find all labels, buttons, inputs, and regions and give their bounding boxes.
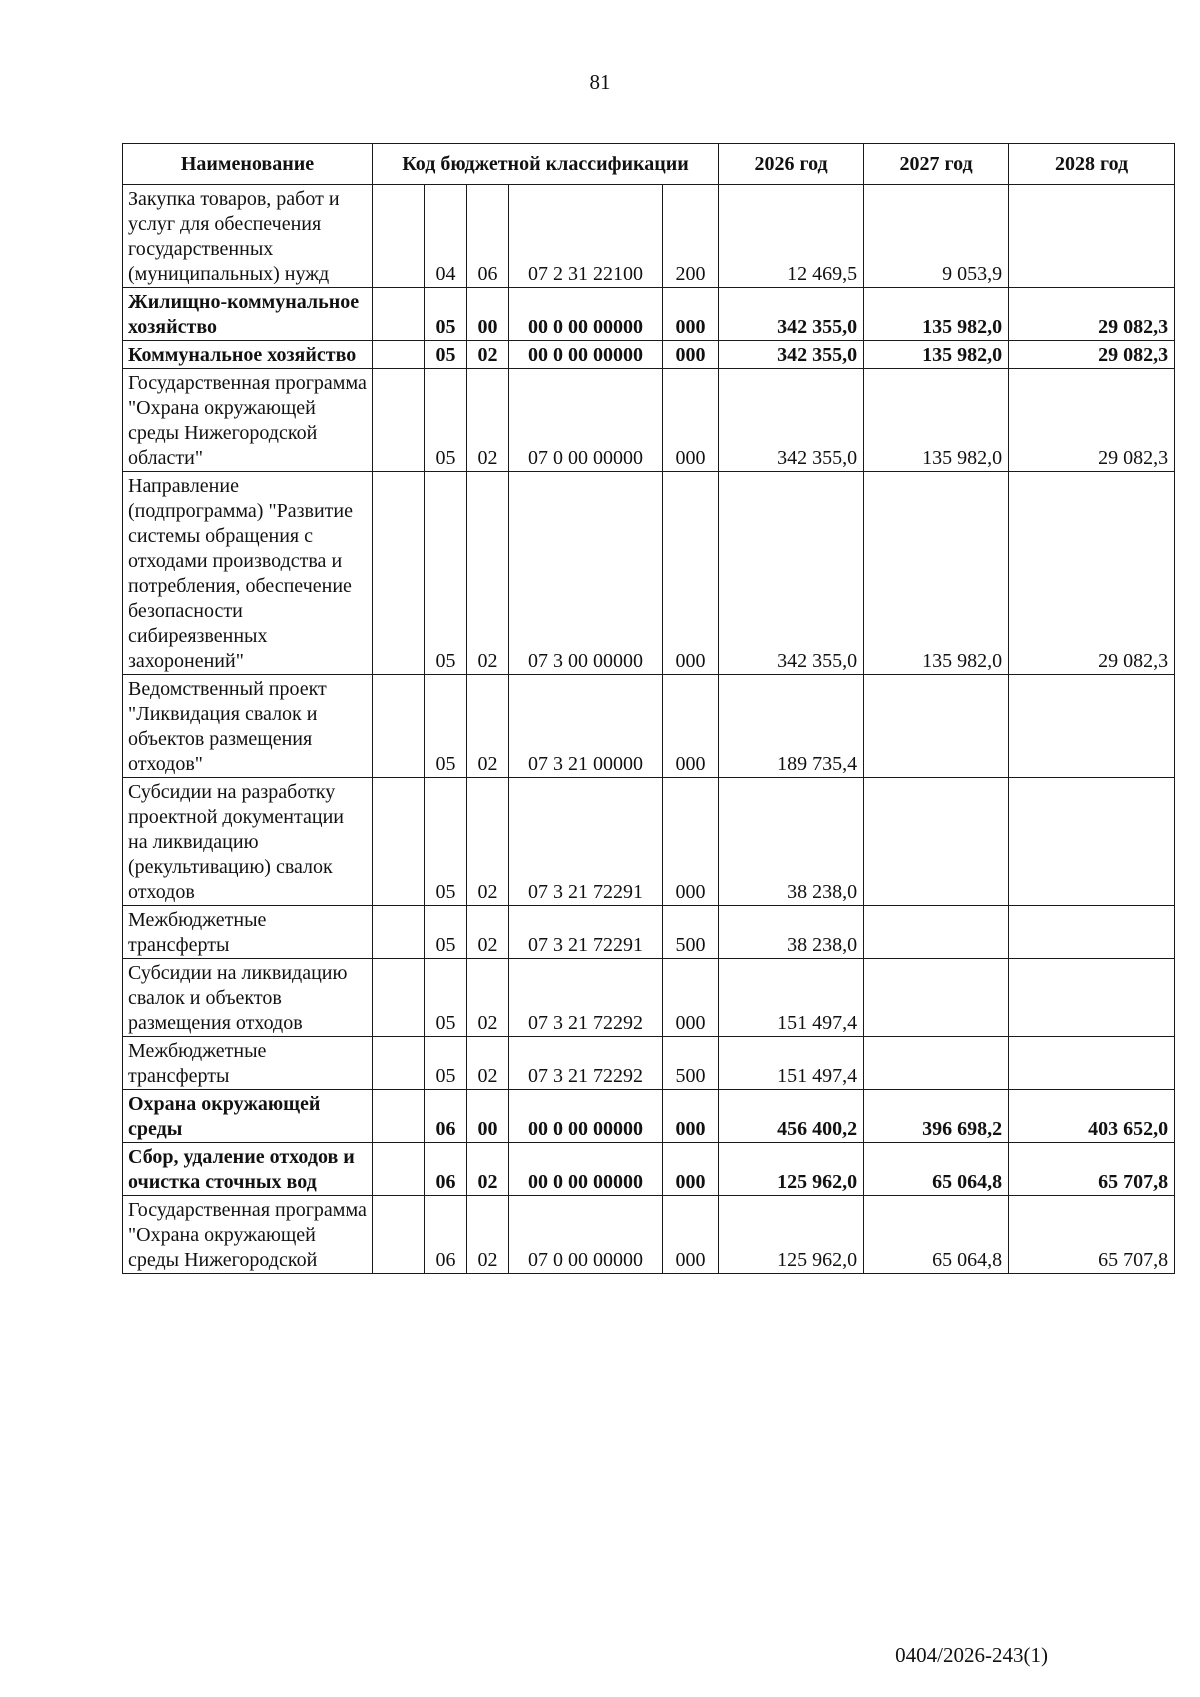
row-code-subsection: 02 [467, 1143, 509, 1196]
row-code-target: 00 0 00 00000 [509, 341, 663, 369]
row-value-2027 [864, 778, 1009, 906]
budget-table [122, 143, 1175, 1274]
row-code-section: 05 [425, 1037, 467, 1090]
row-value-2027: 135 982,0 [864, 288, 1009, 341]
row-value-2028: 403 652,0 [1009, 1090, 1175, 1143]
row-code-empty [373, 959, 425, 1037]
row-code-target: 07 3 21 72292 [509, 1037, 663, 1090]
row-code-section: 06 [425, 1090, 467, 1143]
row-code-expense-type: 000 [663, 778, 719, 906]
row-name: Жилищно-коммунальное хозяйство [123, 288, 373, 341]
row-value-2028 [1009, 185, 1175, 288]
table-row [123, 472, 1175, 675]
row-code-subsection: 06 [467, 185, 509, 288]
row-code-empty [373, 675, 425, 778]
table-row [123, 1037, 1175, 1090]
row-name: Государственная программа "Охрана окружающей среды Нижегородской области" [123, 369, 373, 472]
row-code-subsection: 02 [467, 675, 509, 778]
row-code-subsection: 02 [467, 472, 509, 675]
row-value-2028 [1009, 1037, 1175, 1090]
row-code-target: 00 0 00 00000 [509, 288, 663, 341]
row-value-2028 [1009, 675, 1175, 778]
row-code-target: 00 0 00 00000 [509, 1090, 663, 1143]
row-code-subsection: 00 [467, 1090, 509, 1143]
row-code-expense-type: 000 [663, 288, 719, 341]
row-code-expense-type: 500 [663, 906, 719, 959]
row-value-2026: 12 469,5 [719, 185, 864, 288]
page-number: 81 [589, 70, 611, 94]
row-name: Коммунальное хозяйство [123, 341, 373, 369]
row-value-2027 [864, 959, 1009, 1037]
row-code-target: 07 3 21 00000 [509, 675, 663, 778]
row-value-2027 [864, 906, 1009, 959]
row-value-2027: 135 982,0 [864, 369, 1009, 472]
row-code-section: 06 [425, 1196, 467, 1274]
row-value-2026: 38 238,0 [719, 906, 864, 959]
row-code-empty [373, 185, 425, 288]
row-code-subsection: 02 [467, 778, 509, 906]
row-value-2028 [1009, 778, 1175, 906]
row-value-2027: 396 698,2 [864, 1090, 1009, 1143]
row-code-empty [373, 1196, 425, 1274]
row-value-2028: 29 082,3 [1009, 341, 1175, 369]
row-value-2028: 65 707,8 [1009, 1143, 1175, 1196]
table-header-row [123, 144, 1175, 185]
row-code-target: 07 3 21 72291 [509, 778, 663, 906]
row-code-section: 04 [425, 185, 467, 288]
header-2027: 2027 год [864, 144, 1009, 185]
header-code: Код бюджетной классификации [373, 144, 719, 185]
row-value-2027: 65 064,8 [864, 1196, 1009, 1274]
row-code-section: 06 [425, 1143, 467, 1196]
row-code-subsection: 02 [467, 369, 509, 472]
row-code-empty [373, 341, 425, 369]
table-row [123, 906, 1175, 959]
table-row [123, 1196, 1175, 1274]
row-code-expense-type: 000 [663, 1090, 719, 1143]
row-name: Субсидии на ликвидацию свалок и объектов размещения отходов [123, 959, 373, 1037]
row-value-2027: 135 982,0 [864, 341, 1009, 369]
table-row [123, 959, 1175, 1037]
row-value-2027: 135 982,0 [864, 472, 1009, 675]
row-name: Сбор, удаление отходов и очистка сточных вод [123, 1143, 373, 1196]
row-code-expense-type: 000 [663, 472, 719, 675]
row-code-section: 05 [425, 288, 467, 341]
header-2026: 2026 год [719, 144, 864, 185]
row-code-expense-type: 200 [663, 185, 719, 288]
row-code-expense-type: 000 [663, 959, 719, 1037]
row-value-2027: 65 064,8 [864, 1143, 1009, 1196]
table-row [123, 369, 1175, 472]
row-code-subsection: 00 [467, 288, 509, 341]
row-value-2026: 342 355,0 [719, 472, 864, 675]
table-row [123, 1090, 1175, 1143]
row-value-2027 [864, 675, 1009, 778]
row-value-2026: 456 400,2 [719, 1090, 864, 1143]
row-code-section: 05 [425, 675, 467, 778]
row-code-target: 07 3 00 00000 [509, 472, 663, 675]
row-value-2028 [1009, 959, 1175, 1037]
row-name: Охрана окружающей среды [123, 1090, 373, 1143]
table-row [123, 1143, 1175, 1196]
row-code-subsection: 02 [467, 906, 509, 959]
row-value-2026: 125 962,0 [719, 1143, 864, 1196]
row-code-expense-type: 500 [663, 1037, 719, 1090]
row-name: Государственная программа "Охрана окружающей среды Нижегородской [123, 1196, 373, 1274]
table-row [123, 288, 1175, 341]
row-value-2026: 151 497,4 [719, 1037, 864, 1090]
row-code-target: 07 0 00 00000 [509, 1196, 663, 1274]
row-code-subsection: 02 [467, 341, 509, 369]
row-code-target: 07 2 31 22100 [509, 185, 663, 288]
row-code-subsection: 02 [467, 1196, 509, 1274]
row-code-empty [373, 1090, 425, 1143]
row-code-section: 05 [425, 778, 467, 906]
row-value-2028: 29 082,3 [1009, 369, 1175, 472]
row-name: Ведомственный проект "Ликвидация свалок и объектов размещения отходов" [123, 675, 373, 778]
row-code-target: 00 0 00 00000 [509, 1143, 663, 1196]
row-value-2026: 189 735,4 [719, 675, 864, 778]
row-value-2026: 125 962,0 [719, 1196, 864, 1274]
table-row [123, 675, 1175, 778]
row-code-expense-type: 000 [663, 1196, 719, 1274]
row-code-section: 05 [425, 959, 467, 1037]
row-code-section: 05 [425, 472, 467, 675]
row-code-empty [373, 1143, 425, 1196]
row-code-expense-type: 000 [663, 341, 719, 369]
row-code-section: 05 [425, 369, 467, 472]
row-code-empty [373, 906, 425, 959]
row-value-2028: 29 082,3 [1009, 288, 1175, 341]
row-value-2028 [1009, 906, 1175, 959]
header-name: Наименование [123, 144, 373, 185]
row-code-subsection: 02 [467, 959, 509, 1037]
row-code-expense-type: 000 [663, 369, 719, 472]
row-code-empty [373, 778, 425, 906]
row-value-2027: 9 053,9 [864, 185, 1009, 288]
row-name: Субсидии на разработку проектной документации на ликвидацию (рекультивацию) свалок отходов [123, 778, 373, 906]
row-code-section: 05 [425, 341, 467, 369]
document-code: 0404/2026-243(1) [895, 1643, 1048, 1667]
table-row [123, 778, 1175, 906]
row-name: Межбюджетные трансферты [123, 1037, 373, 1090]
table-row [123, 341, 1175, 369]
row-value-2026: 342 355,0 [719, 341, 864, 369]
row-name: Направление (подпрограмма) "Развитие системы обращения с отходами производства и потребления, обеспечение безопасности сибиреязвенных захоронений" [123, 472, 373, 675]
row-code-empty [373, 288, 425, 341]
row-value-2026: 342 355,0 [719, 369, 864, 472]
row-value-2027 [864, 1037, 1009, 1090]
row-code-target: 07 3 21 72291 [509, 906, 663, 959]
row-code-subsection: 02 [467, 1037, 509, 1090]
row-name: Закупка товаров, работ и услуг для обеспечения государственных (муниципальных) нужд [123, 185, 373, 288]
row-code-target: 07 3 21 72292 [509, 959, 663, 1037]
row-code-expense-type: 000 [663, 675, 719, 778]
row-code-empty [373, 369, 425, 472]
row-value-2028: 65 707,8 [1009, 1196, 1175, 1274]
row-code-expense-type: 000 [663, 1143, 719, 1196]
row-code-empty [373, 472, 425, 675]
row-value-2028: 29 082,3 [1009, 472, 1175, 675]
row-value-2026: 38 238,0 [719, 778, 864, 906]
table-row [123, 185, 1175, 288]
header-2028: 2028 год [1009, 144, 1175, 185]
row-code-target: 07 0 00 00000 [509, 369, 663, 472]
row-code-empty [373, 1037, 425, 1090]
row-code-section: 05 [425, 906, 467, 959]
row-name: Межбюджетные трансферты [123, 906, 373, 959]
row-value-2026: 151 497,4 [719, 959, 864, 1037]
row-value-2026: 342 355,0 [719, 288, 864, 341]
